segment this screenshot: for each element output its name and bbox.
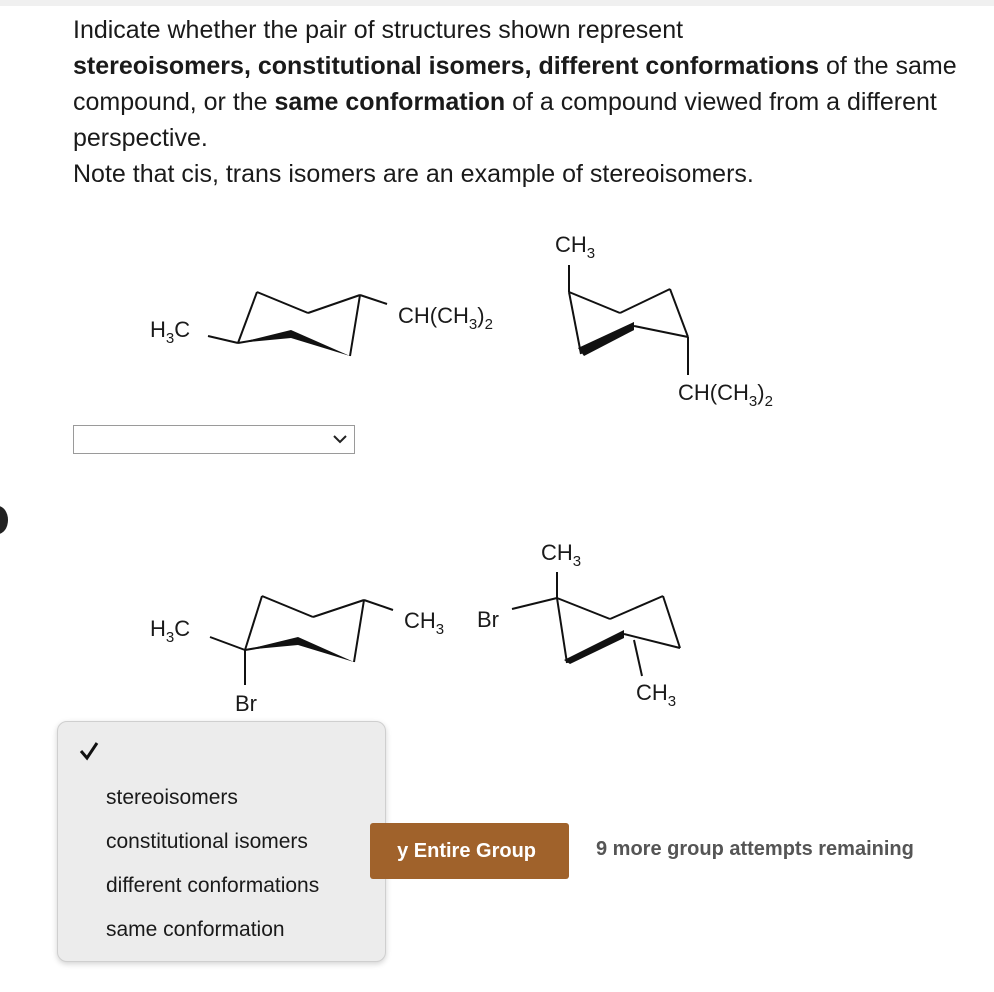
term-constitutional: constitutional isomers xyxy=(257,52,525,80)
option-constitutional-isomers[interactable]: constitutional isomers xyxy=(106,830,308,853)
p1-left-chch32: $CH(CH_3)_2$ xyxy=(398,303,493,333)
answer-dropdown-menu[interactable] xyxy=(57,721,386,962)
p2-left-br: Br xyxy=(235,691,257,716)
p2-right-ch3-bottom: $CH_3$ xyxy=(636,680,677,710)
option-same-conformation[interactable]: same conformation xyxy=(106,918,285,941)
p1-right-chch32: $CH(CH_3)_2$ xyxy=(678,380,773,410)
term-stereoisomers: stereoisomers xyxy=(73,52,244,80)
question-note: Note that cis, trans isomers are an example of stereoisomers. xyxy=(73,160,754,188)
chair-1-left xyxy=(208,292,387,356)
checkmark-icon xyxy=(78,740,100,762)
p2-left-ch3: $CH_3$ xyxy=(404,608,445,638)
question-text-mid: of the same compound, or the xyxy=(73,52,957,116)
term-conformations: different conformations xyxy=(538,52,820,80)
p2-left-h3c: $H_3C$ xyxy=(150,616,191,646)
chair-2-right xyxy=(512,572,680,676)
attempts-remaining: 9 more group attempts remaining xyxy=(596,838,914,860)
chevron-down-icon xyxy=(332,431,348,447)
question-line-1: Indicate whether the pair of structures shown represent xyxy=(73,16,684,44)
option-stereoisomers[interactable]: stereoisomers xyxy=(106,786,238,809)
question-text-end: of a compound viewed from a different perspective. xyxy=(73,88,937,152)
separator: , xyxy=(524,52,539,80)
option-different-conformations[interactable]: different conformations xyxy=(106,874,320,897)
submit-entire-group-button[interactable]: y Entire Group xyxy=(370,823,569,879)
p1-right-ch3: $CH_3$ xyxy=(555,232,596,262)
p1-left-h3c: $H_3C$ xyxy=(150,317,191,347)
separator: , xyxy=(243,52,258,80)
p2-right-ch3-top: $CH_3$ xyxy=(541,540,582,570)
p2-right-br: Br xyxy=(477,607,499,632)
chair-2-left xyxy=(210,596,393,685)
term-same-conformation: same conformation xyxy=(274,88,506,116)
chair-1-right xyxy=(569,265,688,375)
answer-select-1[interactable] xyxy=(73,425,355,454)
